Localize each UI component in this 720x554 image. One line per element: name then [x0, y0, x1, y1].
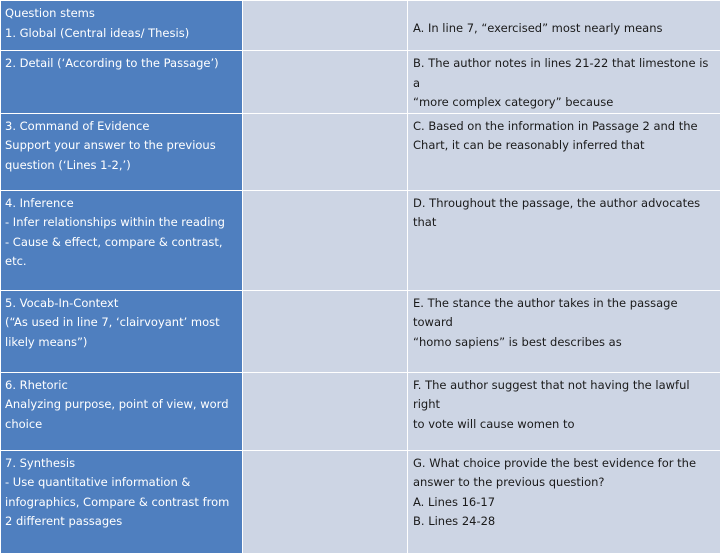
question-line: B. The author notes in lines 21-22 that limestone is a: [413, 54, 716, 93]
stem-line: 5. Vocab-In-Context: [5, 294, 238, 314]
question-line: G. What choice provide the best evidence for the: [413, 454, 716, 474]
question-cell: [408, 372, 720, 450]
blank-cell: [243, 450, 408, 553]
stem-line: 1. Global (Central ideas/ Thesis): [5, 24, 238, 44]
blank-cell: [243, 290, 408, 372]
question-line: B. Lines 24-28: [413, 512, 716, 532]
stem-line: Analyzing purpose, point of view, word: [5, 395, 238, 415]
stem-cell: [1, 190, 243, 290]
stem-line: Support your answer to the previous: [5, 136, 238, 156]
stem-cell: [1, 450, 243, 553]
stem-line: question (‘Lines 1-2,’): [5, 156, 238, 176]
question-line: that: [413, 213, 716, 233]
question-cell: [408, 51, 720, 114]
stem-line: - Use quantitative information &: [5, 473, 238, 493]
table-row: [1, 450, 720, 553]
question-cell: [408, 1, 720, 51]
blank-cell: [243, 1, 408, 51]
blank-cell: [243, 113, 408, 190]
question-line: “more complex category” because: [413, 93, 716, 113]
stem-line: 2 different passages: [5, 512, 238, 532]
blank-cell: [243, 190, 408, 290]
question-cell: [408, 113, 720, 190]
question-line: to vote will cause women to: [413, 415, 716, 435]
question-line: Chart, it can be reasonably inferred that: [413, 136, 716, 156]
stem-line: choice: [5, 415, 238, 435]
question-line: A. Lines 16-17: [413, 493, 716, 513]
stem-line: Question stems: [5, 4, 238, 24]
stem-line: infographics, Compare & contrast from: [5, 493, 238, 513]
stem-line: (“As used in line 7, ‘clairvoyant’ most: [5, 313, 238, 333]
stem-line: - Cause & effect, compare & contrast,: [5, 233, 238, 253]
question-line: C. Based on the information in Passage 2 and the: [413, 117, 716, 137]
question-line: “homo sapiens” is best describes as: [413, 333, 716, 353]
question-cell: [408, 190, 720, 290]
table-row: [1, 113, 720, 190]
table-row: [1, 190, 720, 290]
stem-cell: [1, 1, 243, 51]
table-row: [1, 290, 720, 372]
question-line: answer to the previous question?: [413, 473, 716, 493]
question-line: A. In line 7, “exercised” most nearly means: [413, 19, 716, 39]
question-cell: [408, 450, 720, 553]
stem-line: likely means”): [5, 333, 238, 353]
table-row: [1, 51, 720, 114]
question-line: D. Throughout the passage, the author advocates: [413, 194, 716, 214]
question-line: E. The stance the author takes in the passage toward: [413, 294, 716, 333]
stem-line: 4. Inference: [5, 194, 238, 214]
stem-line: - Infer relationships within the reading: [5, 213, 238, 233]
question-cell: [408, 290, 720, 372]
stem-line: 3. Command of Evidence: [5, 117, 238, 137]
stem-cell: [1, 372, 243, 450]
table-row: [1, 372, 720, 450]
stem-cell: [1, 113, 243, 190]
stem-line: 2. Detail (‘According to the Passage’): [5, 54, 238, 74]
blank-cell: [243, 372, 408, 450]
stem-line: etc.: [5, 252, 238, 272]
blank-cell: [243, 51, 408, 114]
stem-cell: [1, 51, 243, 114]
question-line: F. The author suggest that not having the lawful right: [413, 376, 716, 415]
stem-line: 6. Rhetoric: [5, 376, 238, 396]
stem-line: 7. Synthesis: [5, 454, 238, 474]
table-row: [1, 1, 720, 51]
stem-cell: [1, 290, 243, 372]
